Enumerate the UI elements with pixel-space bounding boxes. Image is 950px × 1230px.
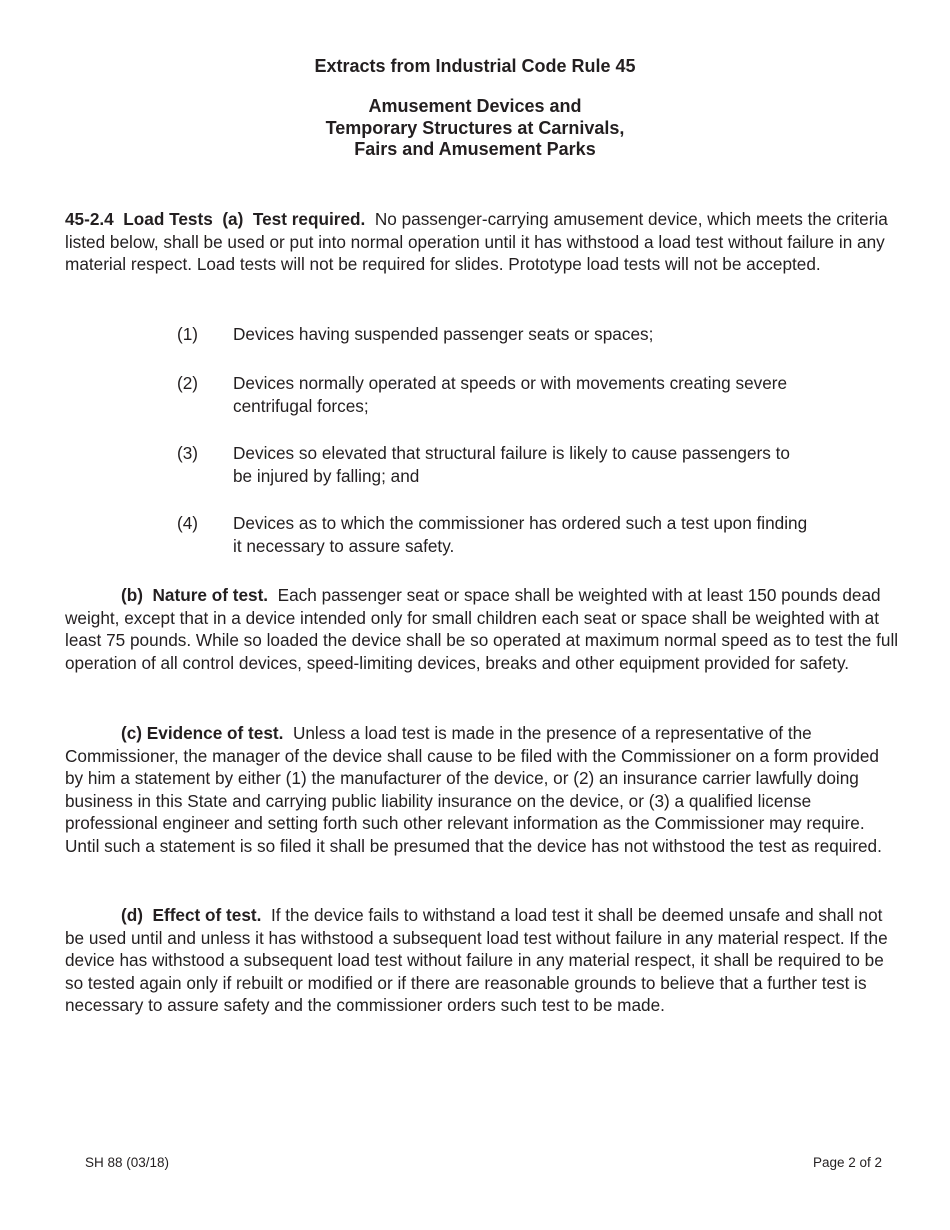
- criteria-text: Devices having suspended passenger seats or spaces;: [233, 324, 654, 344]
- criteria-number: (1): [177, 324, 199, 344]
- subsection-heading: Nature of test.: [152, 585, 269, 605]
- section-45-2-4-a: [65, 208, 901, 276]
- subsection-heading: Effect of test.: [152, 905, 262, 925]
- subsection-heading: Evidence of test.: [146, 723, 284, 743]
- subtitle-line: Fairs and Amusement Parks: [354, 139, 596, 159]
- subsection-label: (b): [121, 585, 143, 605]
- subtitle-line: Temporary Structures at Carnivals,: [325, 117, 625, 138]
- page-number: Page 2 of 2: [812, 1155, 882, 1170]
- form-identifier: SH 88 (03/18): [85, 1155, 170, 1170]
- criteria-number: (4): [177, 513, 199, 533]
- section-c-evidence-of-test: [65, 722, 901, 857]
- criteria-text: Devices as to which the commissioner has ordered such a test upon finding it necessary to assure safety.: [233, 513, 808, 556]
- criteria-number: (3): [177, 443, 199, 463]
- document-title: Extracts from Industrial Code Rule 45: [314, 56, 636, 76]
- section-b-nature-of-test: [65, 584, 901, 674]
- subsection-label: (d): [121, 905, 143, 925]
- section-text: Unless a load test is made in the presence of a representative of the Commissioner, the manager of the device shall cause to be filed with the Commissioner on a form provided by him a statement by either (1) the manufacturer of the device, or (2) an insurance carrier lawfully doing business in this State and carrying public liability insurance on the device, or (3) a qualified license professional engineer and setting forth such other relevant information as the Commissioner may require. Until such a statement is so filed it shall be presumed that the device has not withstood the test as required.: [65, 723, 882, 856]
- subsection-label: (c): [121, 723, 143, 743]
- criteria-number: (2): [177, 373, 199, 393]
- section-text: No passenger-carrying amusement device, which meets the criteria listed below, shall be used or put into normal operation until it has withstood a load test without failure in any material respect. Load tests will not be required for slides. Prototype load tests will not be accepted.: [65, 209, 888, 274]
- section-number: 45-2.4: [65, 209, 114, 229]
- criteria-text: Devices normally operated at speeds or with movements creating severe centrifugal forces;: [233, 373, 788, 416]
- section-text: If the device fails to withstand a load test it shall be deemed unsafe and shall not be used until and unless it has withstood a subsequent load test without failure in any material respect. If the device has withstood a subsequent load test without failure in any material respect, it shall be required to be so tested again only if rebuilt or modified or if there are reasonable grounds to believe that a further test is necessary to assure safety and the commissioner orders such test to be made.: [65, 905, 888, 1015]
- section-d-effect-of-test: [65, 904, 901, 1017]
- section-text: Each passenger seat or space shall be weighted with at least 150 pounds dead weight, except that in a device intended only for small children each seat or space shall be weighted with at least 75 pounds. While so loaded the device shall be so operated at maximum normal speed as to test the full operation of all control devices, speed-limiting devices, breaks and other equipment provided for safety.: [65, 585, 899, 673]
- document-subtitle: [0, 96, 950, 161]
- subtitle-line: Amusement Devices and: [368, 96, 582, 116]
- section-heading: Load Tests: [123, 209, 213, 229]
- subsection-heading: Test required.: [252, 209, 366, 229]
- subsection-label: (a): [222, 209, 244, 229]
- criteria-text: Devices so elevated that structural failure is likely to cause passengers to be injured by falling; and: [233, 443, 790, 486]
